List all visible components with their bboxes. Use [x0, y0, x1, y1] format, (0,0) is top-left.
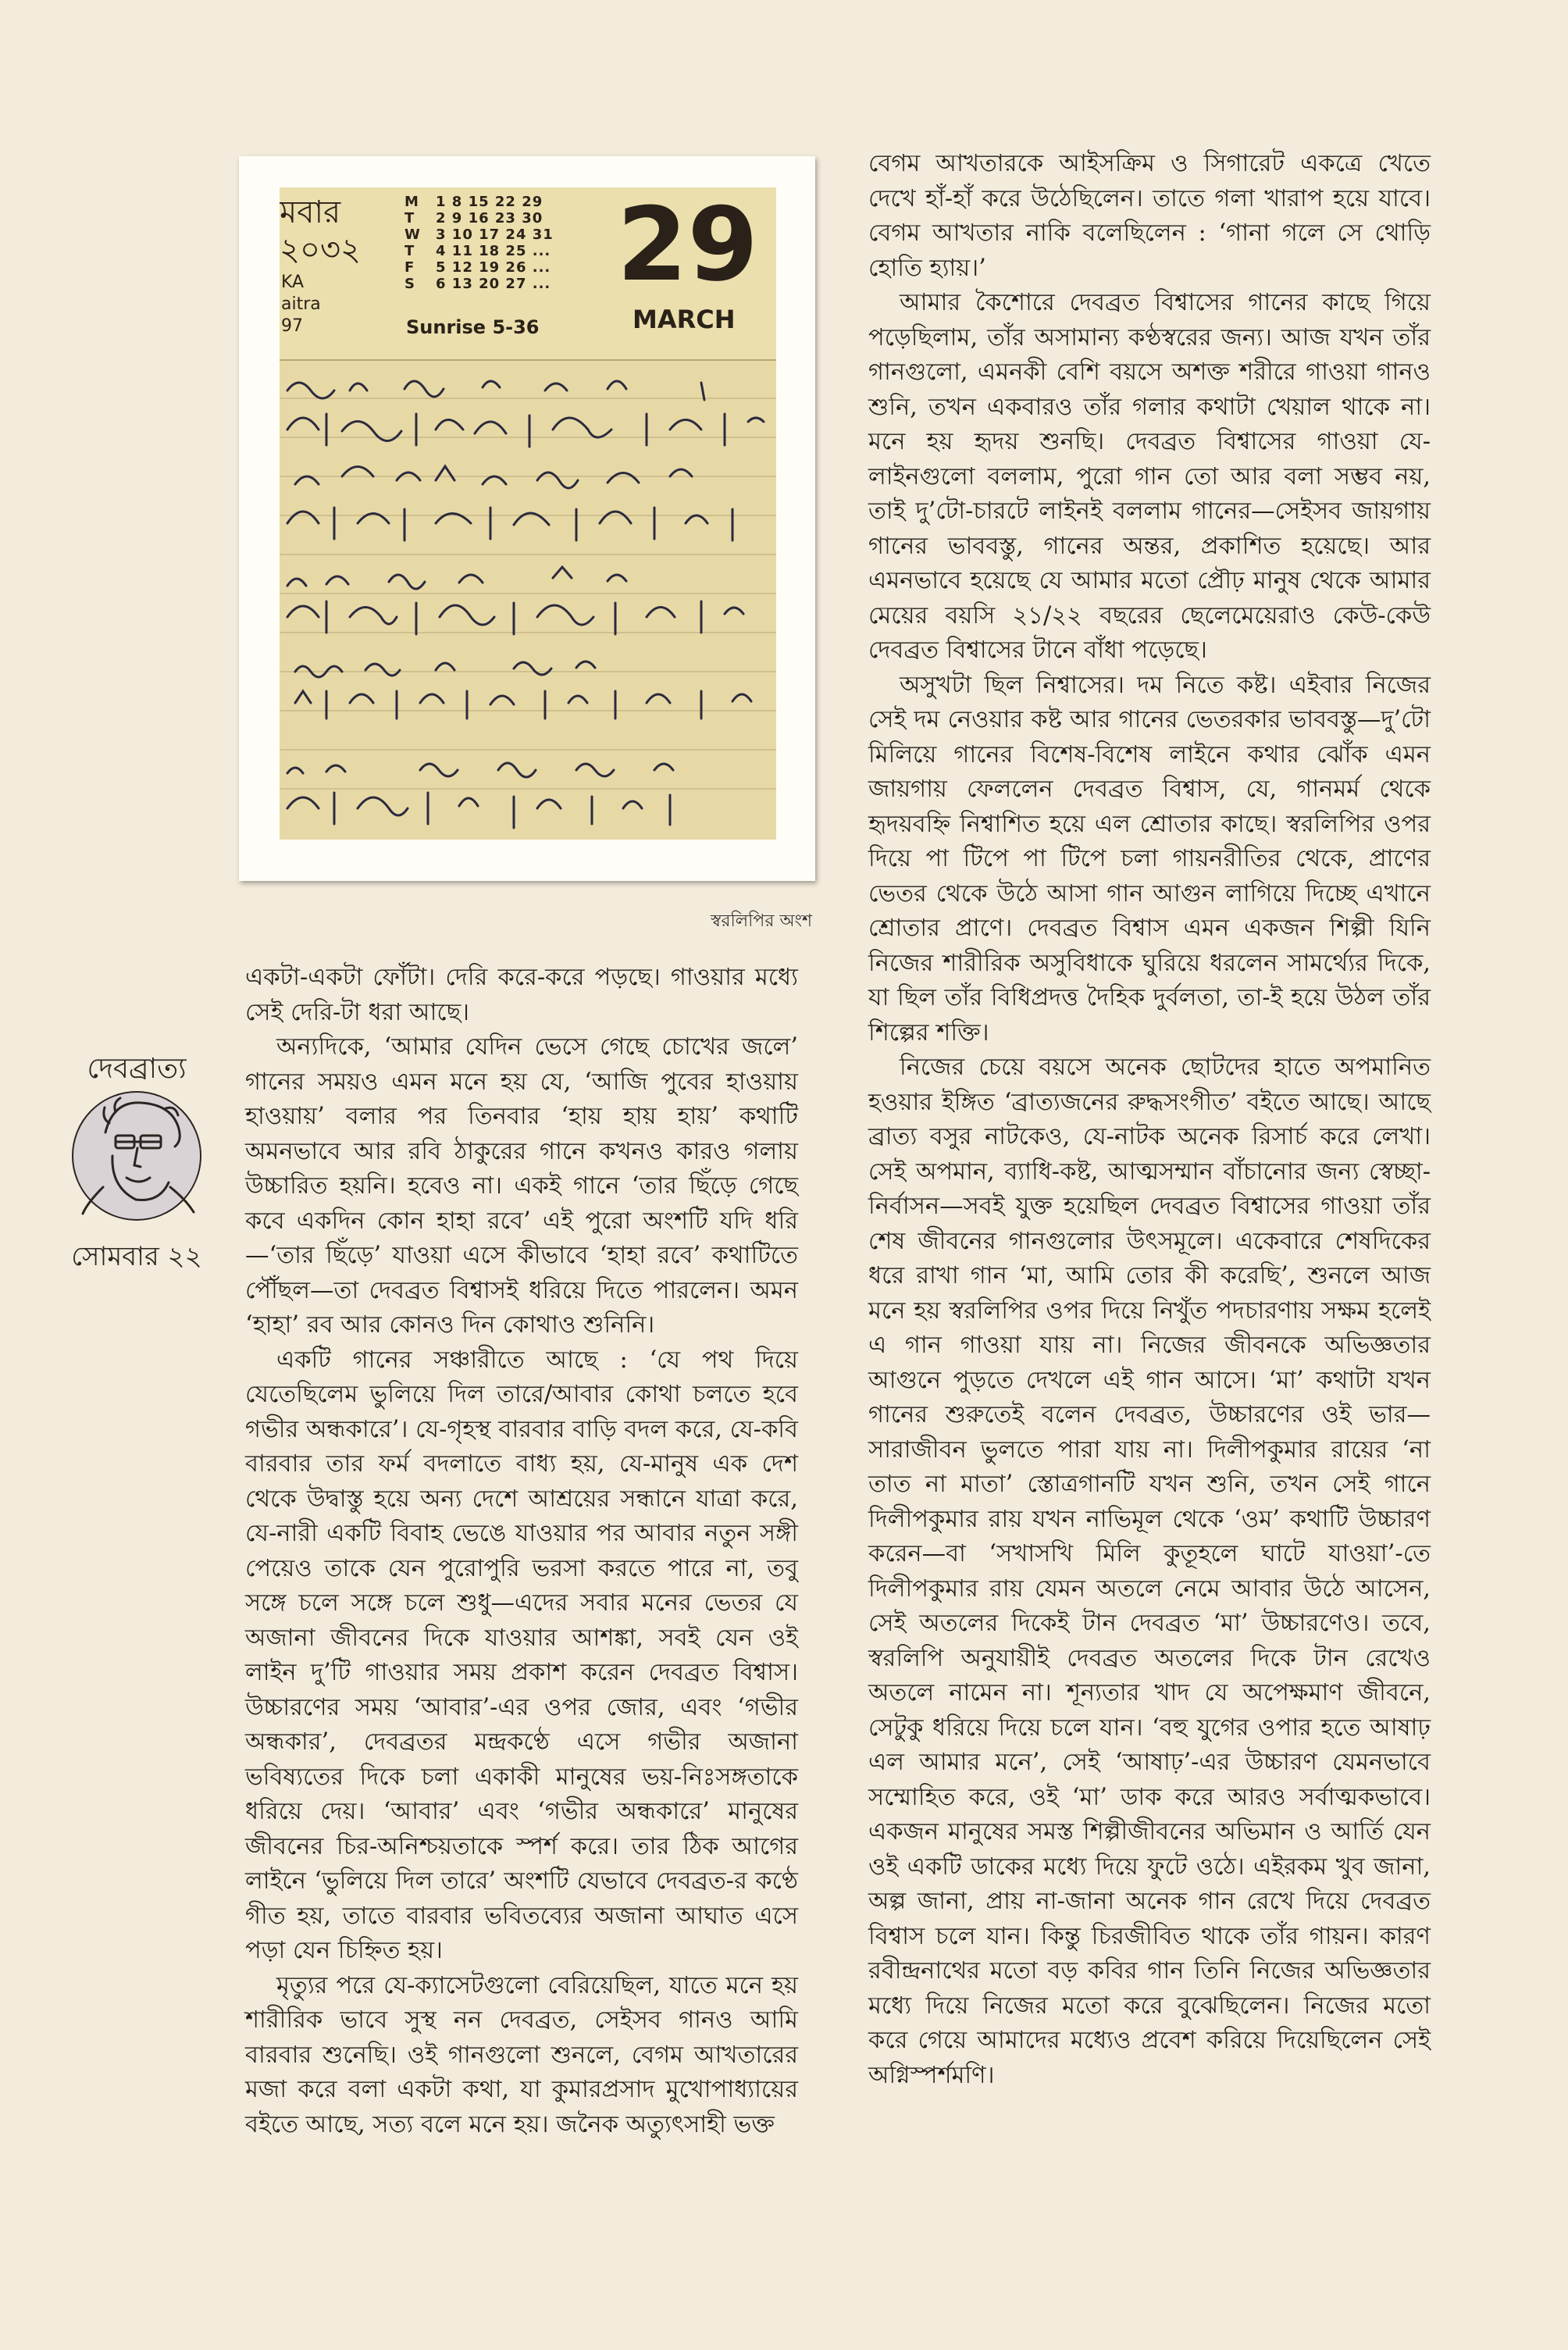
calendar-month: MARCH [633, 305, 736, 334]
paragraph: মৃত্যুর পরে যে-ক্যাসেটগুলো বেরিয়েছিল, যাতে মনে হয় শারীরিক ভাবে সুস্থ নন দেবব্রত, সেইসব গানও আমি বারবার শুনেছি। ওই গানগুলো শুনলে, বেগম আখতারের মজা করে বলা একটা কথা, যা কুমারপ্রসাদ মুখোপাধ্যায়ের বইতে আছে, সত্য বলে মনে হয়। জনৈক অত্যুৎসাহী ভক্ত [245, 1971, 798, 2138]
right-text-column [868, 147, 1431, 2093]
column-logo [31, 1031, 242, 1281]
paragraph: অন্যদিকে, ‘আমার যেদিন ভেসে গেছে চোখের জলে’ গানের সময়ও এমন মনে হয় যে, ‘আজি পুবের হাওয়ায় হাওয়ায়’ বলার পর তিনবার ‘হায় হায় হায়’ কথাটি অমনভাবে আর রবি ঠাকুরের গানে কখনও কারও গলায় উচ্চারিত হয়নি। হবেও না। একই গানে ‘তার ছিঁড়ে গেছে কবে একদিন কোন হাহা রবে’ এই পুরো অংশটি যদি ধরি—‘তার ছিঁড়ে’ যাওয়া এসে কীভাবে ‘হাহা রবে’ কথাটিতে পৌঁছল—তা দেবব্রত বিশ্বাসই ধরিয়ে দিতে পারলেন। অমন ‘হাহা’ রব আর কোনও দিন কোথাও শুনিনি। [245, 1033, 798, 1339]
calendar-bangla-date: মবার ২০৩২ [280, 194, 362, 268]
calendar-day-number: 29 [617, 187, 758, 304]
calendar-weekdays: M T W T F S [404, 194, 420, 292]
left-text-column [245, 961, 798, 2142]
paragraph: বেগম আখতারকে আইসক্রিম ও সিগারেট একত্রে খেতে দেখে হাঁ-হাঁ করে উঠেছিলেন। তাতে গলা খারাপ হয়ে যাবে। বেগম আখতার নাকি বলেছিলেন : ‘গানা গলে সে থোড়ি হোতি হ্যায়।’ [868, 150, 1431, 282]
logo-top-text: দেবব্রাত্য [87, 1053, 187, 1085]
paragraph: নিজের চেয়ে বয়সে অনেক ছোটদের হাতে অপমানিত হওয়ার ইঙ্গিত ‘ব্রাত্যজনের রুদ্ধসংগীত’ বইতে আছে। আছে ব্রাত্য বসুর নাটকেও, যে-নাটক অনেক রিসার্চ করে লেখা। সেই অপমান, ব্যাধি-কষ্ট, আত্মসম্মান বাঁচানোর জন্য স্বেচ্ছা-নির্বাসন—সবই যুক্ত হয়েছিল দেবব্রত বিশ্বাসের গাওয়া তাঁর শেষ জীবনের গানগুলোর উৎসমূলে। একেবারে শেষদিকের ধরে রাখা গান ‘মা, আমি তোর কী করেছি’, শুনলে আজ মনে হয় স্বরলিপির ওপর দিয়ে নিখুঁত পদচারণায় সক্ষম হলেই এ গান গাওয়া যায় না। নিজের জীবনকে অভিজ্ঞতার আগুনে পুড়তে দেখলে এই গান আসে। ‘মা’ কথাটা যখন গানের শুরুতেই বলেন দেবব্রত, উচ্চারণের ওই ভার—সারাজীবন ভুলতে পারা যায় না। দিলীপকুমার রায়ের ‘না তাত না মাতা’ স্তোত্রগানটি যখন শুনি, তখন সেই গানে দিলীপকুমার রায় যখন নাভিমূল থেকে ‘ওম’ কথাটি উচ্চারণ করেন—বা ‘সখাসখি মিলি কুতূহলে ঘাটে যাওয়া’-তে দিলীপকুমার রায় যেমন অতলে নেমে আবার উঠে আসেন, সেই অতলের দিকেই টান দেবব্রত ‘মা’ উচ্চারণেও। তবে, স্বরলিপি অনুযায়ীই দেবব্রত অতলের দিকে টান রেখেও অতলে নামেন না। শূন্যতার খাদ যে অপেক্ষমাণ জীবনে, সেটুকু ধরিয়ে দিয়ে চলে যান। ‘বহু যুগের ওপার হতে আষাঢ় এল আমার মনে’, সেই ‘আষাঢ়’-এর উচ্চারণ যেমনভাবে সম্মোহিত করে, ওই ‘মা’ ডাক করে আরও সর্বাত্মকভাবে। একজন মানুষের সমস্ত শিল্পীজীবনের অভিমান ও আর্তি যেন ওই একটি ডাকের মধ্যে দিয়ে ফুটে ওঠে। এইরকম খুব জানা, অল্প জানা, প্রায় না-জানা অনেক গান রেখে দিয়ে দেবব্রত বিশ্বাস চলে যান। কিন্তু চিরজীবিত থাকে তাঁর গায়ন। কারণ রবীন্দ্রনাথের মতো বড় কবির গান তিনি নিজের অভিজ্ঞতার মধ্যে দিয়ে নিজের মতো করে বুঝেছিলেন। নিজের মতো করে গেয়ে আমাদের মধ্যেও প্রবেশ করিয়ে দিয়েছিলেন সেই অগ্নিস্পর্শমণি। [868, 1054, 1431, 2089]
handwritten-notation [280, 359, 776, 840]
paragraph: একটি গানের সঞ্চারীতে আছে : ‘যে পথ দিয়ে যেতেছিলেম ভুলিয়ে দিল তারে/আবার কোথা চলতে হবে গভীর অন্ধকারে’। যে-গৃহস্থ বারবার বাড়ি বদল করে, যে-কবি বারবার তার ফর্ম বদলাতে বাধ্য হয়, যে-মানুষ এক দেশ থেকে উদ্বাস্তু হয়ে অন্য দেশে আশ্রয়ের সন্ধানে যাত্রা করে, যে-নারী একটি বিবাহ ভেঙে যাওয়ার পর আবার নতুন সঙ্গী পেয়েও তাকে যেন পুরোপুরি ভরসা করতে পারে না, তবু সঙ্গে চলে সঙ্গে চলে শুধু—এদের সবার মনের ভেতর যে অজানা জীবনের দিকে যাওয়ার আশঙ্কা, সবই যেন ওই লাইন দু’টি গাওয়ার সময় প্রকাশ করেন দেবব্রত বিশ্বাস। উচ্চারণের সময় ‘আবার’-এর ওপর জোর, এবং ‘গভীর অন্ধকার’, দেবব্রতর মন্দ্রকণ্ঠে এসে গভীর অজানা ভবিষ্যতের দিকে চলা একাকী মানুষের ভয়-নিঃসঙ্গতাকে ধরিয়ে দেয়। ‘আবার’ এবং ‘গভীর অন্ধকারে’ মানুষের জীবনের চির-অনিশ্চয়তাকে স্পর্শ করে। তার ঠিক আগের লাইনে ‘ভুলিয়ে দিল তারে’ অংশটি যেভাবে দেবব্রত-র কণ্ঠে গীত হয়, তাতে বারবার ভবিতব্যের অজানা আঘাত এসে পড়া যেন চিহ্নিত হয়। [245, 1346, 798, 1964]
paragraph: আমার কৈশোরে দেবব্রত বিশ্বাসের গানের কাছে গিয়ে পড়েছিলাম, তাঁর অসামান্য কণ্ঠস্বরের জন্য। আজ যখন তাঁর গানগুলো, এমনকী বেশি বয়সে অশক্ত শরীরে গাওয়া গানও শুনি, তখন একবারও তাঁর গলার কথাটা খেয়াল থাকে না। মনে হয় হৃদয় শুনছি। দেবব্রত বিশ্বাসের গাওয়া যে-লাইনগুলো বললাম, পুরো গান তো আর বলা সম্ভব নয়, তাই দু’টো-চারটে লাইনই বললাম গানের—সেইসব জায়গায় গানের ভাববস্তু, গানের অন্তর, প্রকাশিত হয়েছে। আর এমনভাবে হয়েছে যে আমার মতো প্রৌঢ় মানুষ থেকে আমার মেয়ের বয়সি ২১/২২ বছরের ছেলেমেয়েরাও কেউ-কেউ দেবব্রত বিশ্বাসের টানে বাঁধা পড়েছে। [868, 289, 1431, 664]
manuscript-photo-frame [239, 156, 815, 881]
manuscript-photo [280, 187, 776, 840]
calendar-sunrise: Sunrise 5-36 [406, 316, 540, 338]
logo-bottom-text: সোমবার ২২ [71, 1241, 202, 1272]
calendar-date-grid: 1 8 15 22 29 2 9 16 23 30 3 10 17 24 31 4 11 18 25 ... 5 12 19 26 ... 6 13 20 27 ... [436, 194, 554, 292]
calendar-side-text: KA aitra 97 [281, 273, 321, 336]
paragraph: অসুখটা ছিল নিশ্বাসের। দম নিতে কষ্ট। এইবার নিজের সেই দম নেওয়ার কষ্ট আর গানের ভেতরকার ভাববস্তু—দু’টো মিলিয়ে গানের বিশেষ-বিশেষ লাইনে কথার ঝোঁক এমন জায়গায় ফেললেন দেবব্রত বিশ্বাস, যে, গানমর্ম থেকে হৃদয়বহ্নি নিশ্বাশিত হয়ে এল শ্রোতার কাছে। স্বরলিপির ওপর দিয়ে পা টিপে পা টিপে চলা গায়নরীতির থেকে, প্রাণের ভেতর থেকে উঠে আসা গান আগুন লাগিয়ে দিচ্ছে এখানে শ্রোতার প্রাণে। দেবব্রত বিশ্বাস এমন একজন শিল্পী যিনি নিজের শারীরিক অসুবিধাকে ঘুরিয়ে ধরলেন সামর্থ্যের দিকে, যা ছিল তাঁর বিধিপ্রদত্ত দৈহিক দুর্বলতা, তা-ই হয়ে উঠল তাঁর শিল্পের শক্তি। [868, 671, 1431, 1047]
photo-caption: স্বরলিপির অংশ [710, 911, 812, 931]
paragraph: একটা-একটা ফোঁটা। দেরি করে-করে পড়ছে। গাওয়ার মধ্যে সেই দেরি-টা ধরা আছে। [245, 964, 798, 1026]
calendar-header [280, 187, 776, 361]
